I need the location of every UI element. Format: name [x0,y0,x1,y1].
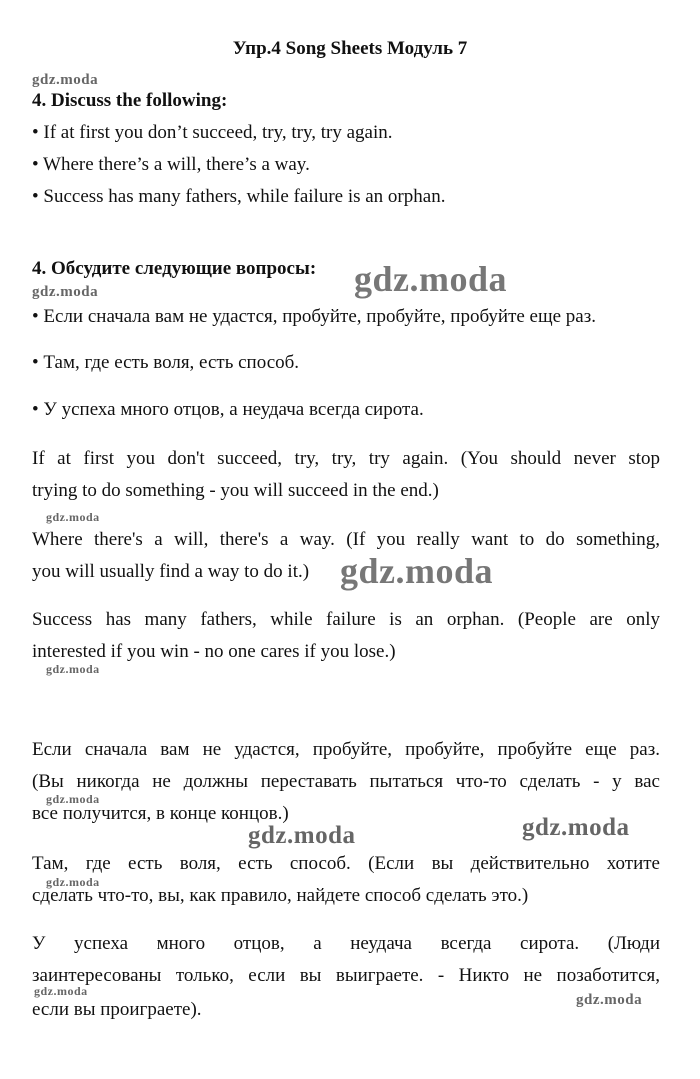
answer-ru-line: заинтересованы только, если вы выиграете. - Никто не позаботится, [32,965,660,986]
russian-bullet: • Если сначала вам не удастся, пробуйте, пробуйте, пробуйте еще раз. [32,306,596,327]
russian-bullet: • Там, где есть воля, есть способ. [32,352,300,373]
watermark: gdz.moda [46,875,100,889]
answer-en-line: Success has many fathers, while failure is an orphan. (People are only [32,609,660,630]
english-bullet: • Success has many fathers, while failure is an orphan. [32,186,446,207]
answer-en-line: Where there's a will, there's a way. (If you really want to do something, [32,529,660,550]
watermark: gdz.moda [340,551,494,591]
watermark: gdz.moda [32,284,99,300]
watermark: gdz.moda [46,792,100,806]
answer-ru-line: (Вы никогда не должны переставать пытаться что-то сделать - у вас [32,771,660,792]
watermark: gdz.moda [32,72,99,88]
answer-ru-line: если вы проиграете). [32,999,202,1020]
watermark: gdz.moda [34,984,88,998]
watermark: gdz.moda [354,259,508,299]
russian-bullet: • У успеха много отцов, а неудача всегда сирота. [32,399,424,420]
watermark: gdz.moda [522,814,630,841]
answer-ru-line: все получится, в конце концов.) [32,803,289,824]
watermark: gdz.moda [248,822,356,849]
answer-ru-line: Там, где есть воля, есть способ. (Если вы действительно хотите [32,853,660,874]
answer-en-line: trying to do something - you will succeed in the end.) [32,480,439,501]
answer-en-line: interested if you win - no one cares if you lose.) [32,641,396,662]
page-title: Упр.4 Song Sheets Модуль 7 [232,38,468,59]
answer-ru-line: У успеха много отцов, а неудача всегда сирота. (Люди [32,933,660,954]
watermark: gdz.moda [46,510,100,524]
watermark: gdz.moda [46,662,100,676]
answer-en-line: If at first you don't succeed, try, try, try again. (You should never stop [32,448,660,469]
watermark: gdz.moda [576,992,643,1008]
english-bullet: • If at first you don’t succeed, try, try, try again. [32,122,393,143]
answer-ru-line: сделать что-то, вы, как правило, найдете способ сделать это.) [32,885,529,906]
english-bullet: • Where there’s a will, there’s a way. [32,154,310,175]
english-heading: 4. Discuss the following: [32,90,228,111]
answer-en-line: you will usually find a way to do it.) [32,561,310,582]
russian-heading: 4. Обсудите следующие вопросы: [32,258,317,279]
answer-ru-line: Если сначала вам не удастся, пробуйте, пробуйте, пробуйте еще раз. [32,739,660,760]
